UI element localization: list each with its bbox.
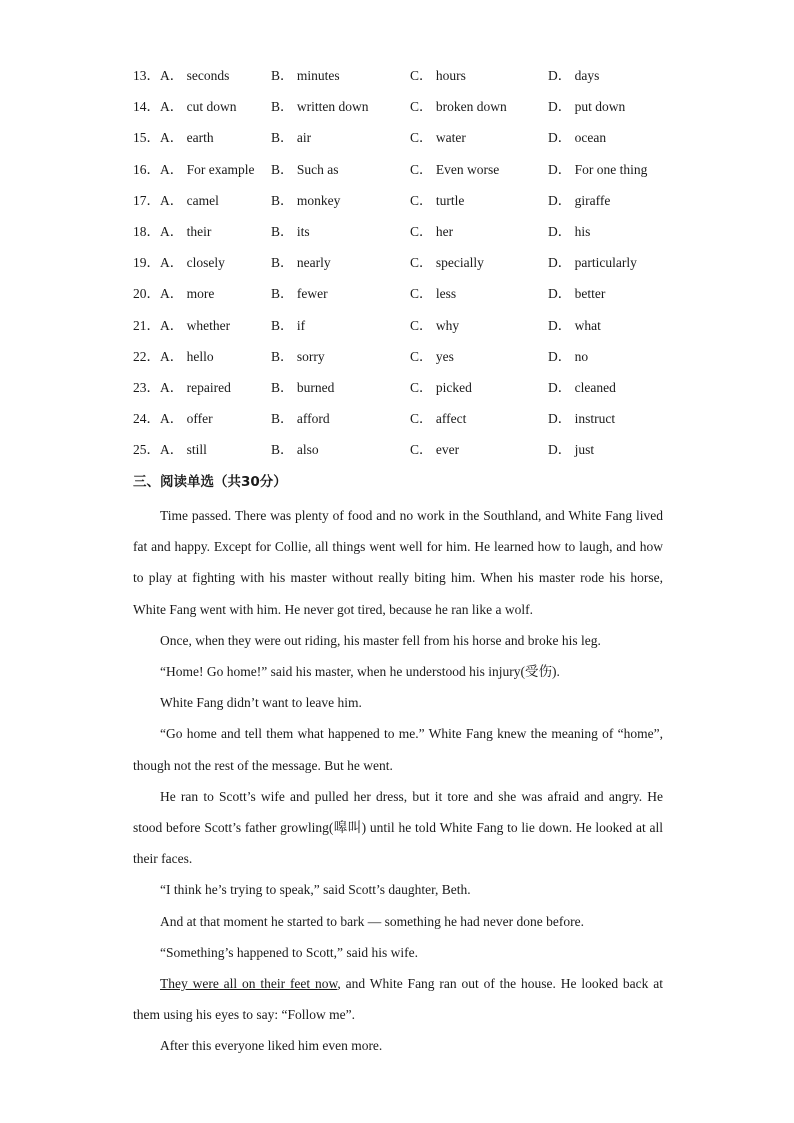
question-row [133, 314, 693, 345]
question-row [133, 345, 693, 376]
option-d: D． instruct [548, 411, 616, 427]
passage-paragraph: “Go home and tell them what happened to me.” White Fang knew the meaning of “home”, though not the rest of the message. But he went. [133, 726, 663, 773]
option-d: D． just [548, 442, 595, 458]
question-number: 24． [133, 411, 160, 427]
option-a: A． more [160, 286, 215, 302]
option-d: D． For one thing [548, 161, 648, 177]
option-a: A． cut down [160, 99, 237, 115]
question-number: 20． [133, 286, 160, 302]
passage-paragraph: “Something’s happened to Scott,” said his wife. [160, 944, 418, 960]
option-c: C． picked [410, 379, 472, 395]
option-c: C． Even worse [410, 161, 500, 177]
option-d: D． no [548, 348, 589, 364]
option-d: D． his [548, 223, 591, 239]
passage-paragraph [133, 968, 663, 1030]
passage-paragraph: “Home! Go home!” said his master, when he understood his injury(受伤). [160, 664, 560, 680]
question-row [133, 407, 693, 438]
passage-paragraph: And at that moment he started to bark — something he had never done before. [160, 913, 584, 929]
question-number: 21． [133, 317, 160, 333]
option-b: B． if [271, 317, 306, 333]
option-c: C． turtle [410, 192, 465, 208]
question-row [133, 189, 693, 220]
option-c: C． affect [410, 411, 467, 427]
underlined-phrase: They were all on their feet now [160, 976, 338, 992]
option-c: C． yes [410, 348, 454, 364]
question-row [133, 251, 693, 282]
option-d: D． giraffe [548, 192, 611, 208]
question-number: 19． [133, 255, 160, 271]
option-c: C． water [410, 130, 466, 146]
option-b: B． fewer [271, 286, 328, 302]
option-a: A． still [160, 442, 207, 458]
option-a: A． offer [160, 411, 213, 427]
question-row [133, 438, 693, 469]
question-number: 23． [133, 379, 160, 395]
option-c: C． her [410, 223, 454, 239]
option-b: B． written down [271, 99, 369, 115]
option-c: C． broken down [410, 99, 507, 115]
question-number: 18． [133, 223, 160, 239]
option-b: B． afford [271, 411, 330, 427]
option-a: A． hello [160, 348, 214, 364]
passage-paragraph: Once, when they were out riding, his master fell from his horse and broke his leg. [160, 632, 601, 648]
question-row [133, 64, 693, 95]
passage-paragraph: “I think he’s trying to speak,” said Scott’s daughter, Beth. [160, 882, 471, 898]
option-a: A． For example [160, 161, 255, 177]
option-d: D． cleaned [548, 379, 616, 395]
option-b: B． its [271, 223, 310, 239]
question-number: 17． [133, 192, 160, 208]
option-a: A． closely [160, 255, 225, 271]
option-b: B． nearly [271, 255, 331, 271]
question-number: 13． [133, 68, 160, 83]
option-b: B． also [271, 442, 319, 458]
option-d: D． better [548, 286, 606, 302]
passage-paragraph: White Fang didn’t want to leave him. [160, 695, 362, 711]
option-c: C． ever [410, 442, 460, 458]
passage-paragraph: After this everyone liked him even more. [160, 1038, 383, 1054]
option-d: D． days [548, 68, 600, 83]
option-c: C． less [410, 286, 457, 302]
question-number: 16． [133, 161, 160, 177]
option-d: D． what [548, 317, 601, 333]
option-a: A． earth [160, 130, 214, 146]
option-c: C． hours [410, 68, 466, 83]
question-number: 15． [133, 130, 160, 146]
option-b: B． monkey [271, 192, 341, 208]
question-row [133, 376, 693, 407]
option-a: A． whether [160, 317, 231, 333]
answer-options-list [133, 64, 693, 469]
option-c: C． specially [410, 255, 484, 271]
question-number: 14． [133, 99, 160, 115]
passage-text: , and White Fang ran out of the house. He looked back at them using his eyes to say: “Follow me”. [133, 976, 663, 1023]
question-row [133, 95, 693, 126]
option-b: B． burned [271, 379, 335, 395]
option-a: A． seconds [160, 68, 230, 83]
option-c: C． why [410, 317, 460, 333]
option-a: A． repaired [160, 379, 231, 395]
option-d: D． put down [548, 99, 626, 115]
section-title: 三、阅读单选（共30分） [133, 474, 287, 490]
option-a: A． camel [160, 192, 219, 208]
question-number: 22． [133, 348, 160, 364]
option-a: A． their [160, 223, 212, 239]
option-b: B． sorry [271, 348, 325, 364]
question-row [133, 158, 693, 189]
option-b: B． air [271, 130, 312, 146]
option-b: B． minutes [271, 68, 340, 83]
question-row [133, 126, 693, 157]
question-row [133, 220, 693, 251]
option-d: D． ocean [548, 130, 607, 146]
question-number: 25． [133, 442, 160, 458]
option-d: D． particularly [548, 255, 637, 271]
passage-paragraph: Time passed. There was plenty of food and no work in the Southland, and White Fang lived fat and happy. Except for Collie, all things went well for him. He learned how to laugh, and how to play at fighting with his master without really biting him. When his master rode his horse, White Fang went with him. He never got tired, because he ran like a wolf. [133, 508, 663, 617]
passage-paragraph: He ran to Scott’s wife and pulled her dress, but it tore and she was afraid and angry. He stood before Scott’s father growling(嗥叫) until he told White Fang to lie down. He looked at all their faces. [133, 788, 663, 867]
option-b: B． Such as [271, 161, 339, 177]
reading-passage [133, 500, 663, 1062]
question-row [133, 282, 693, 313]
